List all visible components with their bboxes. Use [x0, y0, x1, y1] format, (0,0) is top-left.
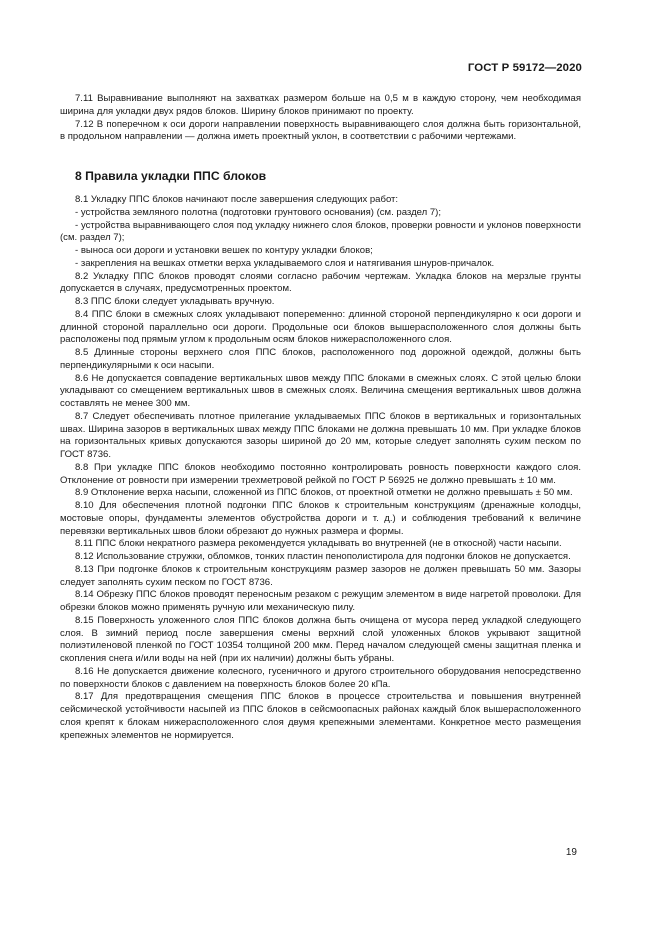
document-standard-number: ГОСТ Р 59172—2020: [467, 62, 582, 74]
paragraph-8-4: 8.4 ППС блоки в смежных слоях укладывают попеременно: длинной стороной перпендикулярно к оси дороги и длинной стороной параллельно оси дороги. Продольные оси блоков вышерасположенного слоя должны быть расположены под прямым углом к продольным осям блоков нижерасположенного слоя.: [60, 308, 581, 346]
paragraph-8-17: 8.17 Для предотвращения смещения ППС блоков в процессе строительства и повышения внутренней сейсмической устойчивости насыпей из ППС блоков в сейсмоопасных районах каждый блок вышерасположенного слоя крепят к блокам нижерасположенного слоя двумя крепежными элементами. Конкретное место размещения крепежных элементов не нормируется.: [60, 691, 581, 741]
page-body: [60, 93, 581, 742]
paragraph-8-13: 8.13 При подгонке блоков к строительным конструкциям размер зазоров не должен превышать 50 мм. Зазоры следует заполнять сухим песком по ГОСТ 8736.: [60, 563, 581, 588]
paragraph-8-3: 8.3 ППС блоки следует укладывать вручную.: [75, 296, 275, 307]
paragraph-8-15: 8.15 Поверхность уложенного слоя ППС блоков должна быть очищена от мусора перед укладкой следующего слоя. В зимний период после завершения смены верхний слой уложенных блоков укрывают защитной полиэтиленовой пленкой по ГОСТ 10354 толщиной 200 мкм. Перед началом следующей смены защитная пленка и скопления снега и/или воды на ней (при их наличии) должны быть убраны.: [60, 614, 581, 664]
paragraph-8-6: 8.6 Не допускается совпадение вертикальных швов между ППС блоками в смежных слоях. С этой целью блоки укладывают со смещением вертикальных швов в смежных слоях. Величина смещения вертикальных швов должна составлять не менее 300 мм.: [60, 372, 581, 409]
list-item: - выноса оси дороги и установки вешек по контуру укладки блоков;: [75, 245, 373, 256]
paragraph-8-16: 8.16 Не допускается движение колесного, гусеничного и другого строительного оборудования непосредственно по поверхности блоков с давлением на поверхность блоков более 20 кПа.: [60, 665, 581, 690]
paragraph-8-12: 8.12 Использование стружки, обломков, тонких пластин пенополистирола для подгонки блоков не допускается.: [75, 551, 571, 562]
section-heading: 8 Правила укладки ППС блоков: [75, 169, 267, 183]
list-item: - закрепления на вешках отметки верха укладываемого слоя и натягивания шнуров-причалок.: [75, 257, 495, 269]
paragraph-7-12: 7.12 В поперечном к оси дороги направлении поверхность выравнивающего слоя должна быть горизонтальной, в продольном направлении — должна иметь проектный уклон, в соответствии с рабочими чертежами.: [60, 118, 581, 143]
paragraph-8-14: 8.14 Обрезку ППС блоков проводят переносным резаком с режущим элементом в виде нагретой проволоки. Для обрезки блоков можно применять ручную или механическую пилу.: [60, 589, 581, 613]
paragraph-8-7: 8.7 Следует обеспечивать плотное прилегание укладываемых ППС блоков в вертикальных и горизонтальных швах. Ширина зазоров в вертикальных швах между ППС блоками не должна превышать 10 мм. При укладке блоков на горизонтальных кривых допускаются зазоры шириной до 20 мм, которые следует заполнять сухим песком по ГОСТ 8736.: [60, 410, 581, 460]
paragraph-8-5: 8.5 Длинные стороны верхнего слоя ППС блоков, расположенного под дорожной одеждой, должны быть перпендикулярными к оси насыпи.: [60, 347, 581, 371]
paragraph-8-1: 8.1 Укладку ППС блоков начинают после завершения следующих работ:: [75, 194, 399, 205]
paragraph-8-10: 8.10 Для обеспечения плотной подгонки ППС блоков к строительным конструкциям (дренажные колодцы, мостовые опоры, фундаменты элементов обустройства дороги и т. д.) и соблюдения требований к величине перевязки вертикальных швов блоки обрезают до нужных размера и формы.: [60, 500, 581, 537]
page-number: 19: [565, 847, 577, 858]
list-item: - устройства выравнивающего слоя под укладку нижнего слоя блоков, проверки ровности и уклонов поверхности (см. раздел 7);: [60, 219, 581, 244]
paragraph-7-11: 7.11 Выравнивание выполняют на захватках размером больше на 0,5 м в каждую сторону, чем необходимая ширина для укладки двух рядов блоков. Ширину блоков принимают по проекту.: [60, 93, 581, 117]
paragraph-8-9: 8.9 Отклонение верха насыпи, сложенной из ППС блоков, от проектной отметки не должно превышать ± 50 мм.: [75, 487, 573, 499]
paragraph-8-11: 8.11 ППС блоки некратного размера рекомендуется укладывать во внутренней (не в откосной) части насыпи.: [75, 538, 562, 550]
paragraph-8-8: 8.8 При укладке ППС блоков необходимо постоянно контролировать ровность поверхности каждого слоя. Отклонение от ровности при измерении трехметровой рейкой по ГОСТ Р 56925 не должно превышать ± 10 мм.: [60, 461, 581, 486]
list-item: - устройства земляного полотна (подготовки грунтового основания) (см. раздел 7);: [75, 206, 442, 218]
paragraph-8-2: 8.2 Укладку ППС блоков проводят слоями согласно рабочим чертежам. Укладка блоков на мерзлые грунты допускается в случаях, предусмотренных проектом.: [60, 270, 581, 295]
